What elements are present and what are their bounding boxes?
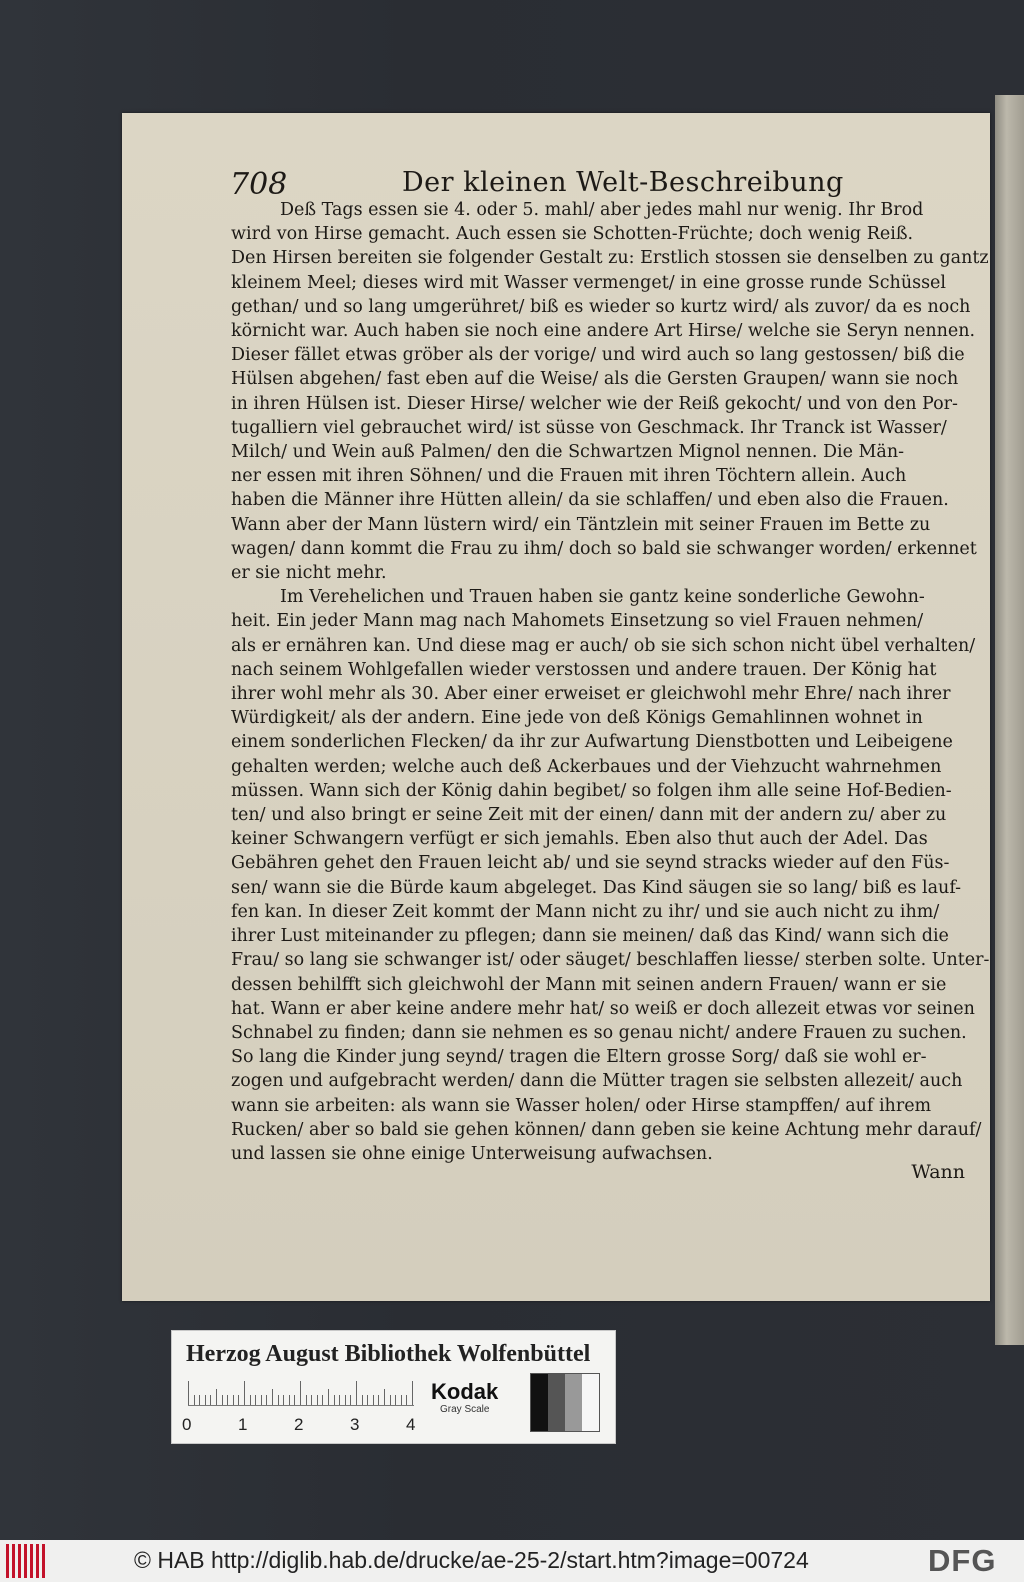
scale-ruler — [188, 1381, 414, 1406]
text-line: Milch/ und Wein auß Palmen/ den die Schwartzen Mignol nennen. Die Män- — [231, 442, 905, 463]
text-line: wagen/ dann kommt die Frau zu ihm/ doch so bald sie schwanger worden/ erkennet — [231, 538, 977, 559]
body-text — [231, 198, 990, 1166]
ruler-number: 0 — [182, 1415, 192, 1434]
text-line: einem sonderlichen Flecken/ da ihr zur Aufwartung Dienstbotten und Leibeigene — [231, 732, 953, 753]
ruler-tick — [227, 1395, 228, 1405]
ruler-tick — [378, 1395, 379, 1405]
catchword: Wann — [911, 1161, 965, 1183]
ruler-tick — [345, 1395, 346, 1405]
ruler-tick — [401, 1395, 402, 1405]
ruler-tick — [272, 1389, 273, 1405]
ruler-tick — [373, 1395, 374, 1405]
ruler-tick — [412, 1381, 413, 1405]
gray-scale-swatches — [530, 1373, 600, 1432]
text-line: gehalten werden; welche auch deß Ackerbaues und der Viehzucht wahrnehmen — [231, 756, 942, 777]
ruler-number: 4 — [406, 1415, 416, 1434]
footer-bar — [0, 1540, 1024, 1582]
ruler-tick — [250, 1395, 251, 1405]
ruler-number: 1 — [238, 1415, 248, 1434]
text-line: Würdigkeit/ als der andern. Eine jede von deß Königs Gemahlinnen wohnet in — [231, 708, 923, 729]
text-line: Wann aber der Mann lüstern wird/ ein Täntzlein mit seiner Frauen im Bette zu — [231, 514, 931, 535]
text-line: Deß Tags essen sie 4. oder 5. mahl/ aber jedes mahl nur wenig. Ihr Brod — [280, 200, 924, 220]
text-line: er sie nicht mehr. — [231, 563, 387, 584]
kodak-logo: Kodak — [431, 1379, 499, 1404]
text-line: Den Hirsen bereiten sie folgender Gestalt zu: Erstlich stossen sie denselben zu gantz — [231, 248, 989, 269]
text-line: ten/ und also bringt er seine Zeit mit der einen/ dann mit der andern zu/ aber zu — [231, 805, 947, 826]
ruler-tick — [188, 1381, 189, 1405]
ruler-tick — [244, 1381, 245, 1405]
ruler-tick — [311, 1395, 312, 1405]
ruler-tick — [205, 1395, 206, 1405]
ruler-number: 2 — [294, 1415, 304, 1434]
gray-scale-label: Gray Scale — [440, 1404, 490, 1415]
barcode-icon — [6, 1544, 48, 1578]
text-line: müssen. Wann sich der König dahin begibet/ so folgen ihm alle seine Hof-Bedien- — [231, 780, 952, 801]
ruler-tick — [289, 1395, 290, 1405]
text-line: Schnabel zu finden; dann sie nehmen es so genau nicht/ andere Frauen zu suchen. — [231, 1022, 967, 1043]
ruler-tick — [283, 1395, 284, 1405]
ruler-tick — [278, 1395, 279, 1405]
copyright-link[interactable]: © HAB http://diglib.hab.de/drucke/ae-25-2/start.htm?image=00724 — [134, 1547, 809, 1573]
ruler-tick — [328, 1389, 329, 1405]
ruler-tick — [350, 1395, 351, 1405]
text-line: kleinem Meel; dieses wird mit Wasser vermenget/ in eine grosse runde Schüssel — [231, 272, 947, 293]
ruler-tick — [233, 1395, 234, 1405]
text-line: Hülsen abgehen/ fast eben auf die Weise/ als die Gersten Graupen/ wann sie noch — [231, 369, 959, 390]
text-line: Im Verehelichen und Trauen haben sie gantz keine sonderliche Gewohn- — [280, 587, 925, 608]
ruler-numbers — [182, 1415, 422, 1435]
ruler-tick — [261, 1395, 262, 1405]
page-number: 708 — [230, 167, 288, 202]
text-line: Dieser fället etwas gröber als der vorige/ und wird auch so lang gestossen/ biß die — [231, 345, 965, 366]
text-line: gethan/ und so lang umgerühret/ biß es wieder so kurtz wird/ als zuvor/ da es noch — [231, 296, 971, 317]
text-line: ner essen mit ihren Söhnen/ und die Frauen mit ihren Töchtern allein. Auch — [231, 466, 907, 487]
text-line: ihrer Lust miteinander zu pflegen; dann sie meinen/ daß das Kind/ wann sich die — [231, 926, 949, 947]
running-title: Der kleinen Welt-Beschreibung — [402, 167, 844, 198]
text-line: fen kan. In dieser Zeit kommt der Mann nicht zu ihr/ und sie auch nicht zu ihm/ — [231, 901, 940, 922]
text-line: zogen und aufgebracht werden/ dann die Mütter tragen sie selbsten allezeit/ auch — [231, 1071, 963, 1092]
ruler-tick — [339, 1395, 340, 1405]
text-line: Gebähren gehet den Frauen leicht ab/ und sie seynd stracks wieder auf den Füs- — [231, 853, 950, 874]
ruler-tick — [362, 1395, 363, 1405]
text-line: wann sie arbeiten: als wann sie Wasser holen/ oder Hirse stampffen/ auf ihrem — [231, 1095, 932, 1116]
text-line: wird von Hirse gemacht. Auch essen sie Schotten-Früchte; doch wenig Reiß. — [231, 224, 914, 245]
ruler-tick — [384, 1389, 385, 1405]
ruler-tick — [294, 1395, 295, 1405]
ruler-tick — [390, 1395, 391, 1405]
ruler-tick — [317, 1395, 318, 1405]
text-line: als er ernähren kan. Und diese mag er auch/ ob sie sich schon nicht übel verhalten/ — [231, 635, 976, 656]
swatch-white — [582, 1374, 599, 1431]
text-line: körnicht war. Auch haben sie noch eine andere Art Hirse/ welche sie Seryn nennen. — [231, 321, 976, 342]
ruler-tick — [395, 1395, 396, 1405]
ruler-tick — [266, 1395, 267, 1405]
ruler-tick — [367, 1395, 368, 1405]
library-name: Herzog August Bibliothek Wolfenbüttel — [186, 1341, 591, 1367]
dfg-logo: DFG — [928, 1543, 997, 1578]
text-line: haben die Männer ihre Hütten allein/ da sie schlaffen/ und eben also die Frauen. — [231, 490, 949, 511]
ruler-tick — [238, 1395, 239, 1405]
ruler-tick — [300, 1381, 301, 1405]
text-line: Rucken/ aber so bald sie gehen können/ dann geben sie keine Achtung mehr darauf/ — [231, 1119, 982, 1140]
text-line: So lang die Kinder jung seynd/ tragen die Eltern grosse Sorg/ daß sie wohl er- — [231, 1047, 927, 1068]
ruler-tick — [306, 1395, 307, 1405]
ruler-tick — [194, 1395, 195, 1405]
ruler-tick — [210, 1395, 211, 1405]
ruler-tick — [334, 1395, 335, 1405]
book-page — [122, 113, 990, 1301]
swatch-black — [531, 1374, 548, 1431]
reference-card — [171, 1330, 616, 1444]
text-line: ihrer wohl mehr als 30. Aber einer erweiset er gleichwohl mehr Ehre/ nach ihrer — [231, 684, 951, 705]
text-line: hat. Wann er aber keine andere mehr hat/ so weiß er doch allezeit etwas vor seinen — [231, 998, 975, 1019]
ruler-tick — [255, 1395, 256, 1405]
ruler-tick — [406, 1395, 407, 1405]
text-line: tugalliern viel gebrauchet wird/ ist süsse von Geschmack. Ihr Tranck ist Wasser/ — [231, 417, 947, 438]
text-line: nach seinem Wohlgefallen wieder verstossen und andere trauen. Der König hat — [231, 659, 937, 680]
ruler-tick — [222, 1395, 223, 1405]
text-line: in ihren Hülsen ist. Dieser Hirse/ welcher wie der Reiß gekocht/ und von den Por- — [231, 393, 958, 414]
text-line: keiner Schwangern verfügt er sich jemahls. Eben also thut auch der Adel. Das — [231, 829, 928, 850]
text-line: heit. Ein jeder Mann mag nach Mahomets Einsetzung so viel Frauen nehmen/ — [231, 611, 924, 632]
swatch-dark — [548, 1374, 565, 1431]
ruler-tick — [216, 1389, 217, 1405]
ruler-tick — [322, 1395, 323, 1405]
adjacent-page-edge — [995, 95, 1024, 1345]
ruler-tick — [199, 1395, 200, 1405]
ruler-tick — [356, 1381, 357, 1405]
text-line: dessen behilfft sich gleichwohl der Mann mit seinen andern Frauen/ wann er sie — [231, 974, 947, 995]
ruler-number: 3 — [350, 1415, 360, 1434]
swatch-mid — [565, 1374, 582, 1431]
text-line: und lassen sie ohne einige Unterweisung aufwachsen. — [231, 1143, 713, 1164]
text-line: Frau/ so lang sie schwanger ist/ oder säuget/ beschlaffen liesse/ sterben solte. Unter- — [231, 950, 990, 971]
text-line: sen/ wann sie die Bürde kaum abgeleget. Das Kind säugen sie so lang/ biß es lauf- — [231, 877, 962, 898]
